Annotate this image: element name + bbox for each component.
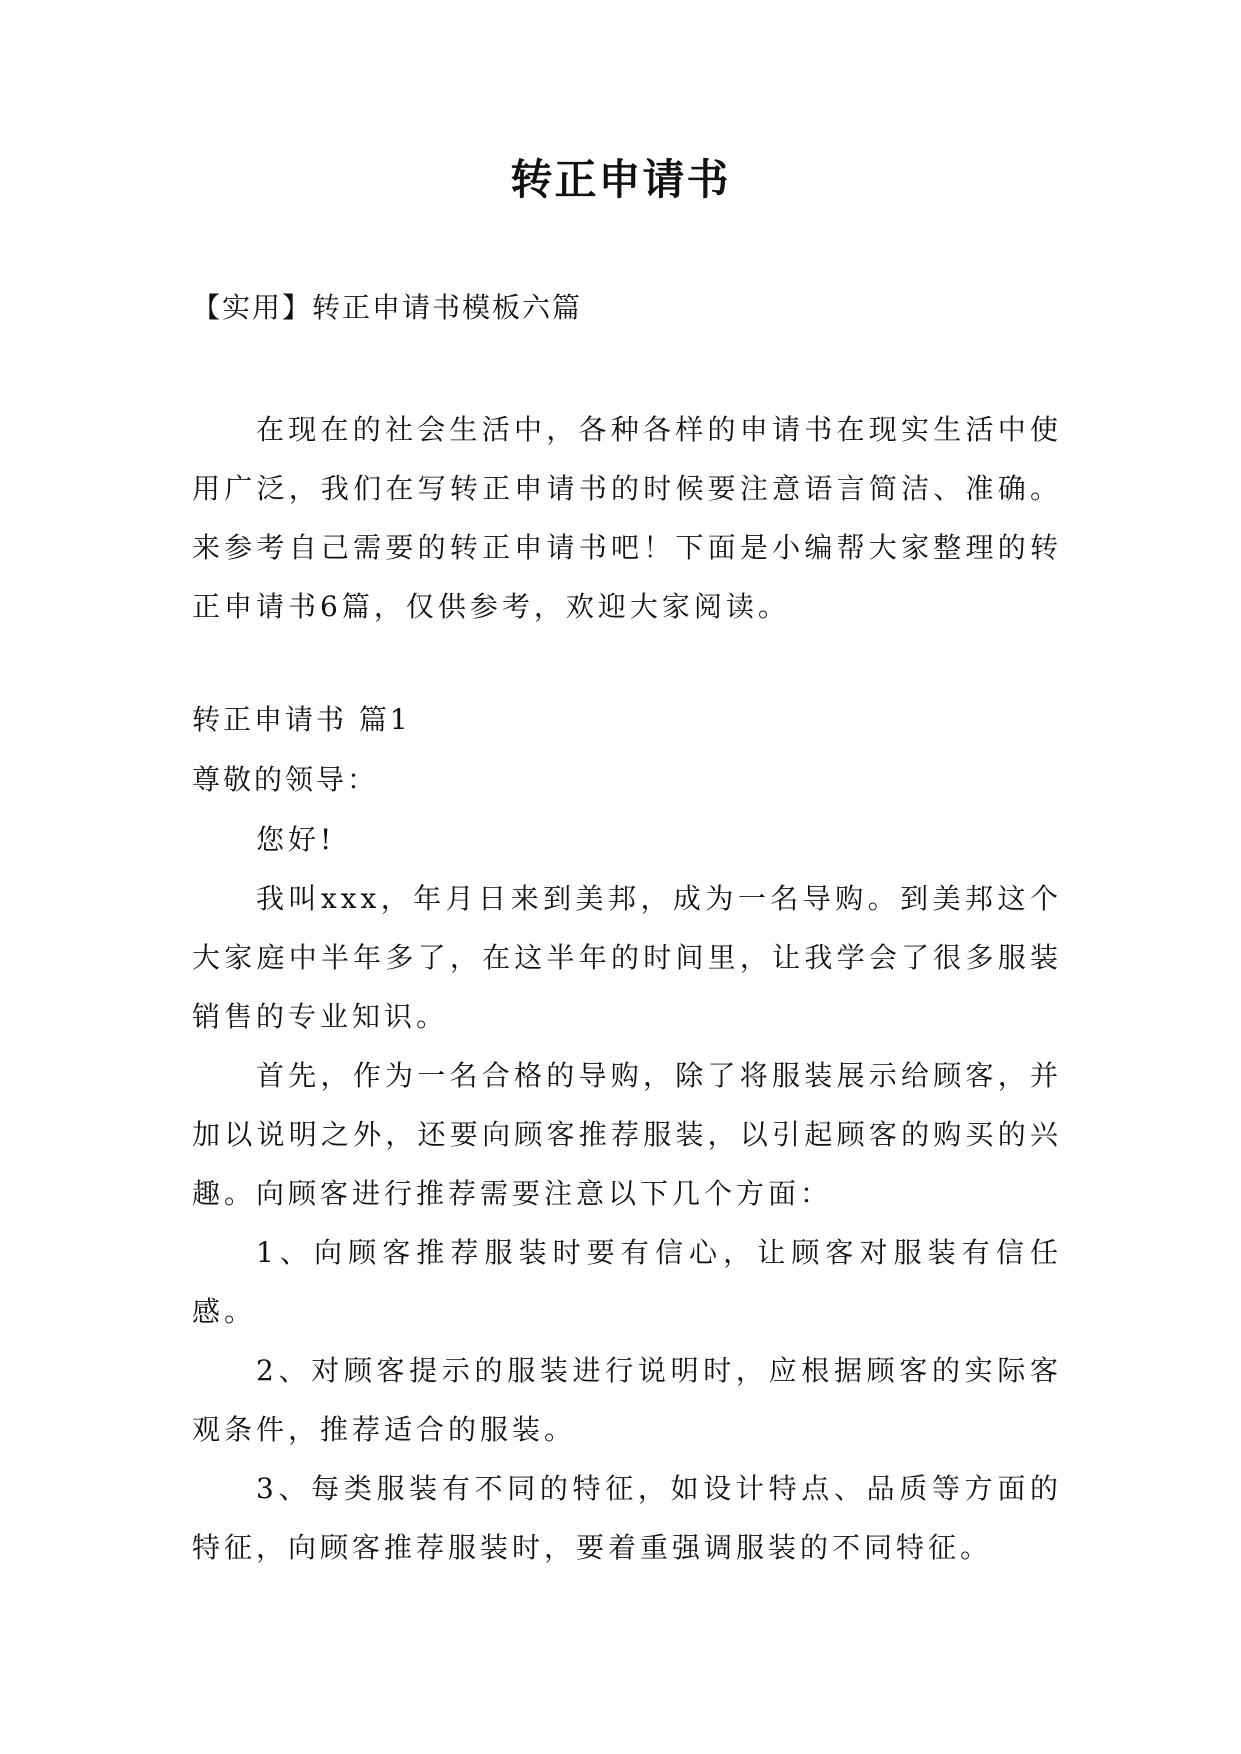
letter-paragraph: 2、对顾客提示的服装进行说明时，应根据顾客的实际客观条件，推荐适合的服装。: [192, 1354, 1062, 1446]
intro-paragraph: 在现在的社会生活中，各种各样的申请书在现实生活中使用广泛，我们在写转正申请书的时候要注意语言简洁、准确。来参考自己需要的转正申请书吧！下面是小编帮大家整理的转正申请书6篇，仅供参考，欢迎大家阅读。: [192, 413, 1062, 623]
letter-paragraph: 3、每类服装有不同的特征，如设计特点、品质等方面的特征，向顾客推荐服装时，要着重强调服装的不同特征。: [192, 1472, 1062, 1564]
letter-body: [192, 810, 1062, 1577]
letter-salutation: 尊敬的领导：: [192, 763, 379, 796]
letter-paragraph: 您好!: [256, 823, 336, 856]
document-subtitle: 【实用】转正申请书模板六篇: [192, 291, 583, 324]
letter-paragraph: 我叫xxx，年月日来到美邦，成为一名导购。到美邦这个大家庭中半年多了，在这半年的时间里，让我学会了很多服装销售的专业知识。: [192, 882, 1062, 1033]
letter-paragraph: 1、向顾客推荐服装时要有信心，让顾客对服装有信任感。: [192, 1236, 1062, 1328]
letter-paragraph: 首先，作为一名合格的导购，除了将服装展示给顾客，并加以说明之外，还要向顾客推荐服装，以引起顾客的购买的兴趣。向顾客进行推荐需要注意以下几个方面：: [192, 1059, 1062, 1210]
document-title: 转正申请书: [510, 155, 731, 204]
section-heading: 转正申请书 篇1: [192, 703, 411, 736]
